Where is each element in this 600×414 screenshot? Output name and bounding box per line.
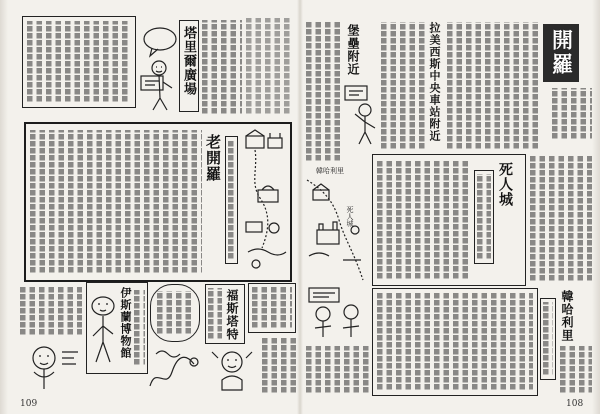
ramses-station-heading: 拉美西斯中央車站附近 [428,22,441,142]
tahrir-cartoon-illustration [138,26,178,112]
page-number-right: 108 [566,399,584,409]
tahrir-side-text [246,18,290,115]
fustat-text [208,288,222,340]
old-cairo-map [240,128,290,274]
page-edge-left [0,0,8,414]
museum-cartoon-illustration [89,292,117,368]
city-of-dead-banner-text [477,174,491,260]
khan-banner-text [543,302,553,376]
snake-cartoon-illustration [146,346,200,394]
map-label-city-of-dead: 死人城 [346,206,354,227]
citadel-cartoon-illustration [343,84,379,146]
speech-bubble-text [157,291,193,335]
city-of-dead-heading: 死人城 [497,162,513,207]
old-cairo-body-text [30,130,202,274]
ramses-body-text-left [381,22,425,150]
islamic-museum-heading: 伊斯蘭博物館 [119,287,132,359]
cairo-intro-text [552,88,592,140]
old-cairo-heading: 老開羅 [204,134,222,182]
ramses-body-text [447,22,539,150]
map-label-khan: 韓哈利里 [316,167,344,175]
page-edge-right [592,0,600,414]
cairo-title: 開羅 [549,29,574,77]
figure-cartoon-illustration [206,346,260,394]
page-number-left: 109 [20,399,38,409]
khan-cartoon-illustration [305,286,371,342]
old-cairo-subtitle-text [228,140,235,260]
tahrir-heading: 塔里爾廣場 [181,26,196,96]
khan-side-text [560,346,592,394]
khan-body-text [377,293,533,391]
islamic-museum-text [134,290,145,366]
fustat-heading: 福斯塔特 [225,289,239,341]
islamic-intro-text [20,286,82,336]
man-cartoon-illustration [22,342,82,394]
citadel-body-text [306,22,342,162]
city-map [303,160,371,288]
khan-heading: 韓哈利里 [560,290,574,342]
tahrir-intro-text [27,21,131,103]
fustat-note-text [252,287,292,329]
tahrir-body-text [202,20,242,115]
citadel-heading: 堡壘附近 [346,24,360,76]
khan-note-text [306,346,370,394]
city-of-dead-body-text [377,160,471,280]
fustat-side-text [262,338,296,394]
cairo-title-box [543,24,579,82]
cairo-side-text [530,156,592,282]
